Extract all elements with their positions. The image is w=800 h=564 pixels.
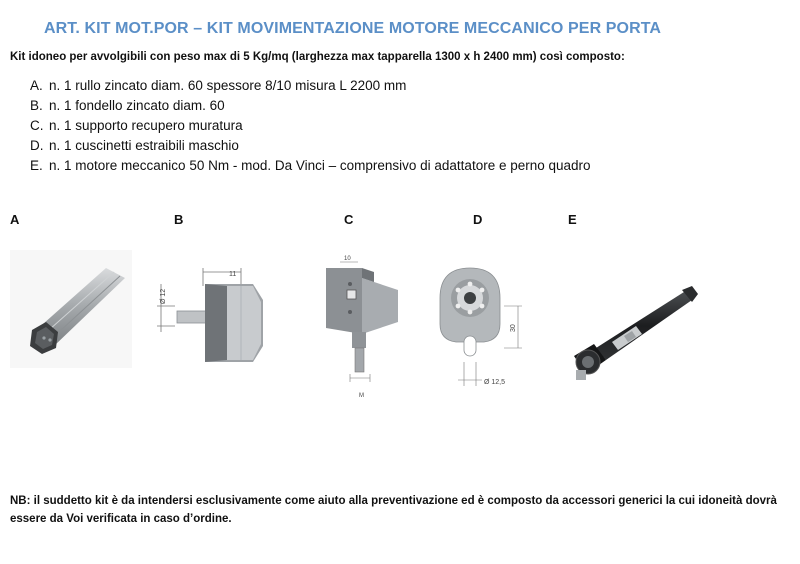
item-letter: C. (30, 118, 44, 133)
item-text: n. 1 fondello zincato diam. 60 (49, 98, 225, 113)
product-label-a: A (10, 212, 20, 227)
page-title: ART. KIT MOT.POR – KIT MOVIMENTAZIONE MOTORE MECCANICO PER PORTA (44, 20, 662, 37)
product-label-b: B (174, 212, 184, 227)
dimension-bottom: M (359, 393, 364, 399)
product-label-c: C (344, 212, 354, 227)
item-text: n. 1 motore meccanico 50 Nm - mod. Da Vinci – comprensivo di adattatore e perno quadro (49, 158, 591, 173)
roller-tube-image (10, 250, 132, 368)
item-letter: D. (30, 138, 44, 153)
product-label-d: D (473, 212, 483, 227)
item-letter: E. (30, 158, 43, 173)
item-letter: B. (30, 98, 43, 113)
end-cap-image (155, 262, 265, 370)
dimension-diameter: Ø 12 (160, 288, 167, 304)
item-letter: A. (30, 78, 43, 93)
item-text: n. 1 supporto recupero muratura (49, 118, 243, 133)
list-item (30, 136, 591, 156)
list-item (30, 156, 591, 176)
motor-image (566, 286, 700, 388)
component-list (30, 76, 591, 176)
dimension-height: 30 (510, 324, 517, 332)
kit-description: Kit idoneo per avvolgibili con peso max di 5 Kg/mq (larghezza max tapparella 1300 x h 2400 mm) così composto: (10, 51, 625, 63)
item-text: n. 1 rullo zincato diam. 60 spessore 8/10 misura L 2200 mm (49, 78, 407, 93)
dimension-diameter: Ø 12,5 (484, 379, 506, 386)
list-item (30, 96, 591, 116)
wall-bracket-image (314, 252, 414, 402)
dimension-top: 10 (344, 256, 351, 262)
disclaimer-note: NB: il suddetto kit è da intendersi esclusivamente come aiuto alla preventivazione ed è composto da accessori generici la cui idoneità dovrà essere da Voi verificata in caso d’ordine. (10, 495, 777, 525)
item-text: n. 1 cuscinetti estraibili maschio (49, 138, 239, 153)
product-label-e: E (568, 212, 577, 227)
list-item (30, 76, 591, 96)
bearing-image (432, 262, 532, 390)
list-item (30, 116, 591, 136)
dimension-width: 11 (229, 271, 237, 278)
